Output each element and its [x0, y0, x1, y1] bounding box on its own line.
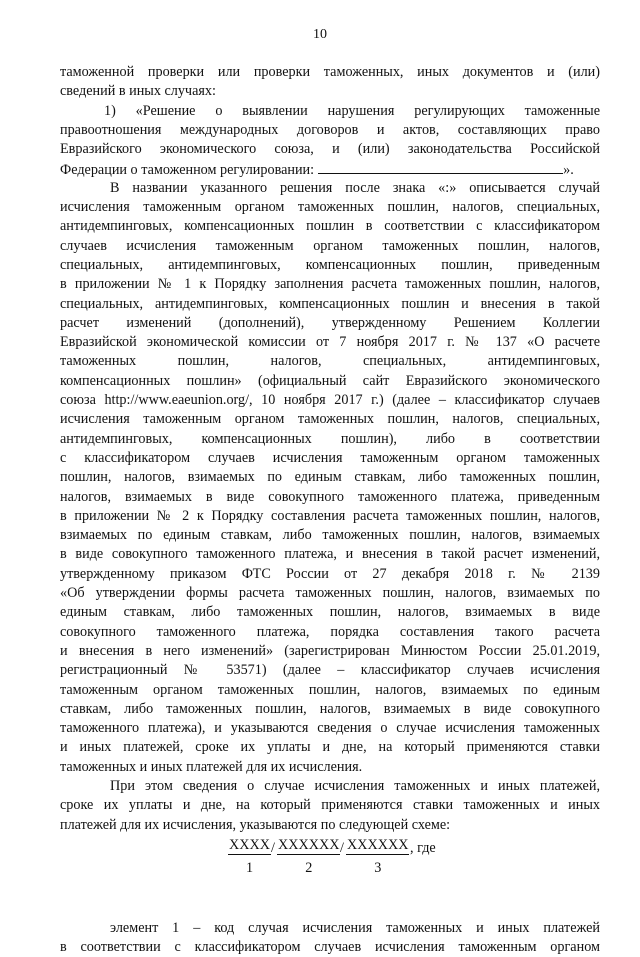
- text-line: [60, 919, 600, 938]
- line-text: исчисления таможенным органом таможенных пошлин, налогов, специальных,: [60, 411, 600, 428]
- text-line: [60, 179, 600, 198]
- line-text: таможенной проверки или проверки таможенных, иных документов и (или): [60, 64, 600, 80]
- main-text: [60, 63, 600, 835]
- scheme-part-2-number: 2: [305, 859, 313, 876]
- scheme-part-2: [277, 837, 340, 879]
- text-line: [60, 63, 600, 82]
- line-text: и внесения в него изменений» (зарегистрирован Минюстом России 25.01.2019,: [60, 642, 600, 659]
- text-line: [60, 758, 600, 777]
- line-text: совокупного таможенного платежа, порядка составления такого расчета: [60, 623, 600, 640]
- line-text: Евразийского экономического союза, и (или) законодательства Российской: [60, 141, 600, 158]
- text-line: [60, 295, 600, 314]
- line-text: взимаемых по единым ставкам, либо таможенных пошлин, налогов, взимаемых: [60, 527, 600, 544]
- text-line: [60, 526, 600, 545]
- line-text: единым ставкам, либо таможенных пошлин, налогов, взимаемых в виде: [60, 604, 600, 621]
- line-text: случаев исчисления таможенным органом таможенных пошлин, налогов,: [60, 237, 600, 254]
- text-line: [60, 565, 600, 584]
- text-line: [60, 449, 600, 468]
- text-line: [60, 642, 600, 661]
- text-line: [60, 584, 600, 603]
- text-line: [60, 938, 600, 957]
- text-line: [60, 777, 600, 796]
- text-line: [60, 275, 600, 294]
- line-text: в соответствии с классификатором случаев исчисления таможенным органом: [60, 939, 600, 956]
- line-text: пошлин, налогов, взимаемых по единым ставкам, либо таможенных пошлин,: [60, 469, 600, 486]
- text-line: [60, 816, 600, 835]
- line-text: налогов, взимаемых в виде совокупного таможенного платежа, приведенным: [60, 488, 600, 505]
- continuation-text: [60, 919, 600, 957]
- scheme-part-2-code: XXXXXX: [278, 836, 340, 853]
- document-body: [60, 63, 600, 957]
- line-text: антидемпинговых, компенсационных пошлин в соответствии с классификатором: [60, 218, 600, 235]
- line-text: В названии указанного решения после знака «:» описывается случай: [110, 179, 600, 196]
- text-line: [60, 82, 600, 101]
- text-line: [60, 796, 600, 815]
- line-text: платежей для их исчисления, указываются по следующей схеме:: [60, 816, 451, 833]
- text-line: [60, 468, 600, 487]
- text-line: [60, 140, 600, 159]
- text-line: [60, 507, 600, 526]
- line-text: элемент 1 – код случая исчисления таможенных и иных платежей: [110, 919, 600, 936]
- line-text: Евразийской экономической комиссии от 7 ноября 2017 г. № 137 «О расчете: [60, 334, 600, 351]
- line-text: в виде совокупного таможенного платежа, и внесения в такой расчет изменений,: [60, 546, 600, 563]
- text-line: [60, 545, 600, 564]
- text-line: [60, 430, 600, 449]
- text-line: [60, 410, 600, 429]
- code-scheme: [60, 837, 600, 895]
- scheme-slash-2: /: [340, 839, 344, 856]
- line-text: сведений в иных случаях:: [60, 83, 216, 100]
- text-line: [60, 121, 600, 140]
- text-line: [60, 661, 600, 680]
- text-line: [60, 237, 600, 256]
- text-line: [60, 391, 600, 410]
- line-text: антидемпинговых, компенсационных пошлин), либо в соответствии: [60, 430, 600, 447]
- text-line: [60, 352, 600, 371]
- scheme-part-1-code: XXXX: [229, 836, 270, 853]
- scheme-part-3-number: 3: [374, 859, 382, 876]
- scheme-part-1: [228, 837, 271, 879]
- page-number: 10: [313, 27, 327, 42]
- line-text: с классификатором случаев исчисления таможенным органом таможенных: [60, 449, 600, 466]
- line-text: таможенного платежа), и указываются сведения о случае исчисления таможенных: [60, 720, 600, 737]
- line-text: исчисления таможенным органом таможенных пошлин, налогов, специальных,: [60, 199, 600, 216]
- scheme-part-3-code: XXXXXX: [347, 836, 409, 853]
- line-text: Федерации о таможенном регулировании:: [60, 162, 315, 179]
- text-line: [60, 719, 600, 738]
- text-line: [60, 256, 600, 275]
- text-line: [60, 102, 600, 121]
- line-text: специальных, антидемпинговых, компенсационных пошлин, приведенным: [60, 256, 600, 273]
- line-text: компенсационных пошлин» (официальный сайт Евразийского экономического: [60, 372, 600, 389]
- line-text: При этом сведения о случае исчисления таможенных и иных платежей,: [110, 777, 600, 794]
- text-line: [60, 488, 600, 507]
- scheme-suffix: , где: [410, 839, 436, 856]
- line-text: в приложении № 2 к Порядку составления расчета таможенных пошлин, налогов,: [60, 507, 600, 524]
- line-text: ставкам, либо таможенных пошлин, налогов, взимаемых в виде совокупного: [60, 700, 600, 717]
- line-text: и иных платежей, сроке их уплаты и дне, на который применяются ставки: [60, 739, 600, 756]
- line-text: расчет изменений (дополнений), утвержденному Решением Коллегии: [60, 314, 600, 331]
- text-line: [60, 372, 600, 391]
- text-line: [60, 314, 600, 333]
- line-tail: ».: [563, 162, 574, 179]
- text-line: [60, 623, 600, 642]
- line-text: утвержденному приказом ФТС России от 27 декабря 2018 г. № 2139: [60, 565, 600, 582]
- scheme-part-3: [346, 837, 409, 879]
- line-text: «Об утверждении формы расчета таможенных пошлин, налогов, взимаемых по: [60, 585, 600, 602]
- scheme-slash-1: /: [271, 839, 275, 856]
- spacer: [60, 895, 600, 919]
- text-line: [60, 603, 600, 622]
- fill-in-blank: [318, 159, 563, 174]
- text-line: [60, 333, 600, 352]
- line-text: 1) «Решение о выявлении нарушения регулирующих таможенные: [104, 102, 600, 119]
- line-text: правоотношения международных договоров и актов, составляющих право: [60, 121, 600, 138]
- line-text: сроке их уплаты и дне, на который применяются ставки таможенных и иных: [60, 797, 600, 814]
- line-text: таможенных пошлин, налогов, специальных, антидемпинговых,: [60, 353, 600, 370]
- text-line: [60, 681, 600, 700]
- text-line: [60, 738, 600, 757]
- line-text: таможенным органом таможенных пошлин, налогов, взимаемых по единым: [60, 681, 600, 698]
- text-line: [60, 217, 600, 236]
- line-text: специальных, антидемпинговых, компенсационных пошлин и внесения в такой: [60, 295, 600, 312]
- text-line: [60, 198, 600, 217]
- line-text: союза http://www.eaeunion.org/, 10 ноября 2017 г.) (далее – классификатор случаев: [60, 392, 600, 409]
- text-line: [60, 159, 600, 178]
- line-text: таможенных и иных платежей для их исчисления.: [60, 758, 363, 775]
- line-text: в приложении № 1 к Порядку заполнения расчета таможенных пошлин, налогов,: [60, 276, 600, 293]
- text-line: [60, 700, 600, 719]
- line-text: регистрационный № 53571) (далее – классификатор случаев исчисления: [60, 662, 600, 679]
- scheme-part-1-number: 1: [245, 859, 254, 876]
